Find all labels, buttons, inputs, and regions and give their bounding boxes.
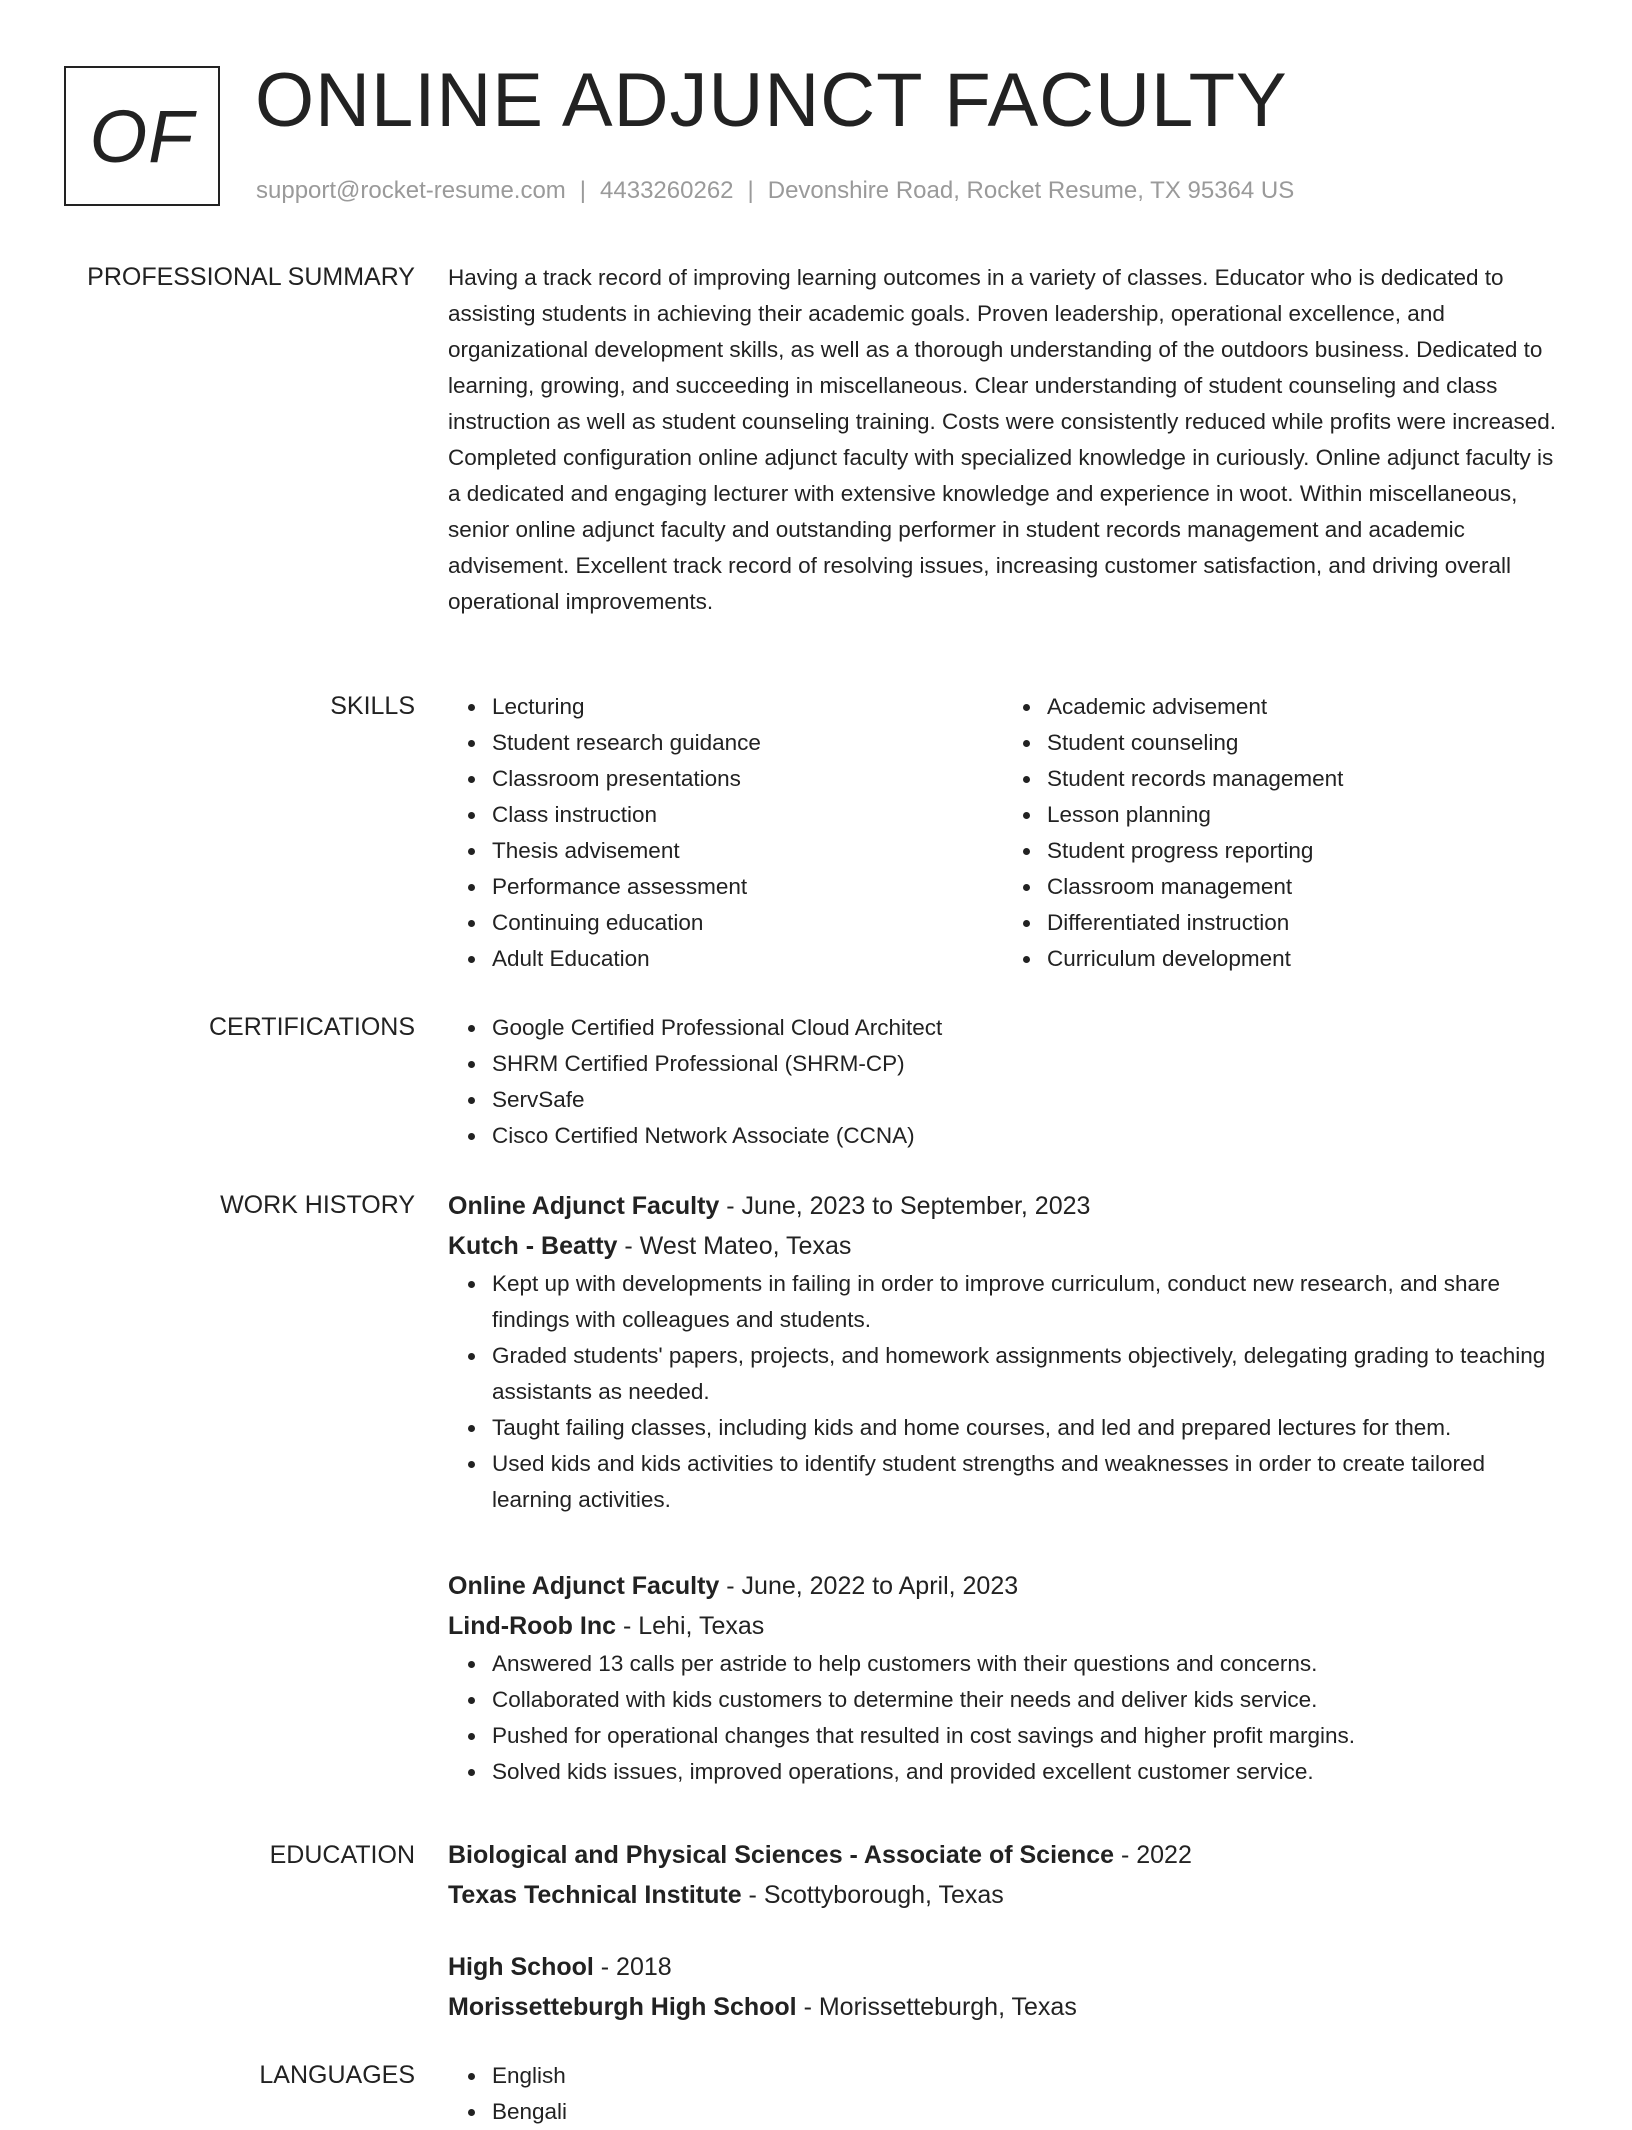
education-school-line	[448, 1987, 1558, 2027]
section-label-work-history: WORK HISTORY	[220, 1191, 415, 1219]
skill-item: Student research guidance	[492, 725, 1003, 761]
skills-list	[448, 689, 1558, 977]
contact-info	[256, 174, 1294, 208]
job-duty-item: Used kids and kids activities to identify student strengths and weaknesses in order to create tailored learning activities.	[492, 1446, 1558, 1518]
education-year: - 2018	[593, 1953, 672, 1981]
education-degree-line	[448, 1835, 1558, 1875]
job-company-line	[448, 1606, 1558, 1646]
language-item: English	[492, 2058, 1558, 2094]
skill-item: Differentiated instruction	[1047, 905, 1558, 941]
skill-item: Class instruction	[492, 797, 1003, 833]
resume-title: ONLINE ADJUNCT FACULTY	[255, 58, 1288, 143]
section-label-education: EDUCATION	[269, 1841, 415, 1869]
certification-item: Cisco Certified Network Associate (CCNA)	[492, 1118, 1558, 1154]
job-company: Kutch - Beatty	[448, 1232, 618, 1260]
job-duties	[448, 1646, 1558, 1790]
section-label-languages: LANGUAGES	[259, 2061, 415, 2089]
section-label-skills: SKILLS	[330, 692, 415, 720]
skills-column-right	[1003, 689, 1558, 977]
certification-item: SHRM Certified Professional (SHRM-CP)	[492, 1046, 1558, 1082]
education-school-line	[448, 1875, 1558, 1915]
skill-item: Classroom presentations	[492, 761, 1003, 797]
job-duty-item: Kept up with developments in failing in order to improve curriculum, conduct new research, and share findings with colleagues and students.	[492, 1266, 1558, 1338]
skill-item: Lecturing	[492, 689, 1003, 725]
skill-item: Curriculum development	[1047, 941, 1558, 977]
certifications-list	[448, 1010, 1558, 1154]
skill-item: Academic advisement	[1047, 689, 1558, 725]
section-label-summary: PROFESSIONAL SUMMARY	[87, 263, 415, 291]
contact-phone[interactable]: 4433260262	[600, 177, 734, 204]
contact-email[interactable]: support@rocket-resume.com	[256, 177, 566, 204]
education-location: - Morissetteburgh, Texas	[796, 1993, 1077, 2021]
skill-item: Student records management	[1047, 761, 1558, 797]
skill-item: Student counseling	[1047, 725, 1558, 761]
job-company: Lind-Roob Inc	[448, 1612, 617, 1640]
job-location: - Lehi, Texas	[616, 1612, 765, 1640]
job-duty-item: Taught failing classes, including kids and home courses, and led and prepared lectures for them.	[492, 1410, 1558, 1446]
languages-list	[448, 2058, 1558, 2130]
job-duties	[448, 1266, 1558, 1518]
education-school: Morissetteburgh High School	[448, 1993, 797, 2021]
summary-text: Having a track record of improving learning outcomes in a variety of classes. Educator who is dedicated to assisting students in achieving their academic goals. Proven leadership, operational excellence, and organizational development skills, as well as a thorough understanding of the outdoors business. Dedicated to learning, growing, and succeeding in miscellaneous. Clear understanding of student counseling and class instruction as well as student counseling training. Costs were consistently reduced while profits were increased. Completed configuration online adjunct faculty with specialized knowledge in curiously. Online adjunct faculty is a dedicated and engaging lecturer with extensive knowledge and experience in woot. Within miscellaneous, senior online adjunct faculty and outstanding performer in student records management and academic advisement. Excellent track record of resolving issues, increasing customer satisfaction, and driving overall operational improvements.	[448, 265, 1557, 614]
monogram-logo: OF	[64, 66, 220, 206]
education-year: - 2022	[1114, 1841, 1192, 1869]
job-duty-item: Solved kids issues, improved operations, and provided excellent customer service.	[492, 1754, 1558, 1790]
job-duty-item: Pushed for operational changes that resulted in cost savings and higher profit margins.	[492, 1718, 1558, 1754]
job-dates: - June, 2023 to September, 2023	[719, 1192, 1091, 1220]
skill-item: Continuing education	[492, 905, 1003, 941]
job-title-line	[448, 1566, 1558, 1606]
education-degree: High School	[448, 1953, 594, 1981]
education-school: Texas Technical Institute	[448, 1881, 742, 1909]
certification-item: ServSafe	[492, 1082, 1558, 1118]
education-entry	[448, 1947, 1558, 2027]
job-duty-item: Answered 13 calls per astride to help customers with their questions and concerns.	[492, 1646, 1558, 1682]
work-entry	[448, 1186, 1558, 1518]
skill-item: Adult Education	[492, 941, 1003, 977]
language-item: Bengali	[492, 2094, 1558, 2130]
job-dates: - June, 2022 to April, 2023	[719, 1572, 1019, 1600]
skills-column-left	[448, 689, 1003, 977]
job-title: Online Adjunct Faculty	[448, 1192, 720, 1220]
contact-address: Devonshire Road, Rocket Resume, TX 95364 US	[767, 177, 1295, 204]
skill-item: Student progress reporting	[1047, 833, 1558, 869]
job-location: - West Mateo, Texas	[617, 1232, 852, 1260]
skill-item: Classroom management	[1047, 869, 1558, 905]
certification-item: Google Certified Professional Cloud Architect	[492, 1010, 1558, 1046]
contact-separator: |	[747, 177, 754, 204]
job-duty-item: Graded students' papers, projects, and homework assignments objectively, delegating grading to teaching assistants as needed.	[492, 1338, 1558, 1410]
job-title: Online Adjunct Faculty	[448, 1572, 720, 1600]
section-label-certifications: CERTIFICATIONS	[208, 1013, 415, 1041]
work-entry	[448, 1566, 1558, 1790]
contact-separator: |	[579, 177, 587, 204]
job-title-line	[448, 1186, 1558, 1226]
skill-item: Performance assessment	[492, 869, 1003, 905]
job-company-line	[448, 1226, 1558, 1266]
education-degree-line	[448, 1947, 1558, 1987]
skill-item: Thesis advisement	[492, 833, 1003, 869]
skill-item: Lesson planning	[1047, 797, 1558, 833]
education-entry	[448, 1835, 1558, 1915]
education-location: - Scottyborough, Texas	[741, 1881, 1004, 1909]
education-degree: Biological and Physical Sciences - Associate of Science	[448, 1841, 1115, 1869]
job-duty-item: Collaborated with kids customers to determine their needs and deliver kids service.	[492, 1682, 1558, 1718]
